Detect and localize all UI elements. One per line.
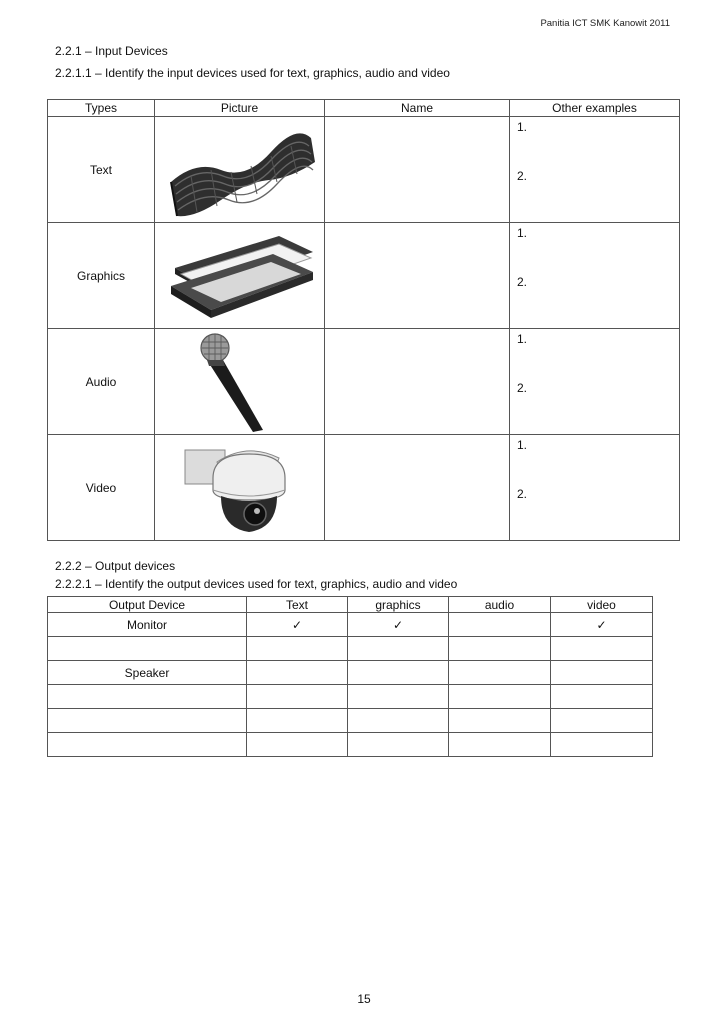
graphics-check-cell[interactable] [348,685,449,709]
audio-check-cell[interactable] [449,685,551,709]
text-check-cell[interactable] [247,637,348,661]
device-cell[interactable] [48,685,247,709]
keyboard-icon [161,120,319,220]
graphics-check-cell[interactable] [348,709,449,733]
table-row [48,637,653,661]
camera-icon [161,438,319,538]
name-cell[interactable] [325,223,510,329]
column-header-audio: audio [449,597,551,613]
other-examples-cell[interactable] [510,329,680,435]
video-check-cell[interactable] [551,637,653,661]
column-header-output-device: Output Device [48,597,247,613]
microphone-icon [161,332,319,432]
table-header-row [48,597,653,613]
column-header-text: Text [247,597,348,613]
picture-cell [155,435,325,541]
audio-check-cell[interactable] [449,613,551,637]
name-cell[interactable] [325,117,510,223]
device-cell[interactable]: Speaker [48,661,247,685]
device-cell[interactable] [48,637,247,661]
other-examples-cell[interactable] [510,435,680,541]
graphics-check-cell[interactable] [348,637,449,661]
name-cell[interactable] [325,435,510,541]
table-row [48,709,653,733]
table-row [48,661,653,685]
table-row [48,733,653,757]
text-check-cell[interactable] [247,685,348,709]
other-examples-cell[interactable] [510,223,680,329]
video-check-cell[interactable] [551,733,653,757]
example-1: 1. [517,226,528,240]
column-header-video: video [551,597,653,613]
device-cell[interactable] [48,733,247,757]
column-header-picture: Picture [155,100,325,117]
output-devices-subheading: 2.2.2.1 – Identify the output devices used for text, graphics, audio and video [55,577,458,591]
table-row [48,117,680,223]
type-text: Text [48,117,155,223]
graphics-check-cell[interactable]: ✓ [348,613,449,637]
column-header-other-examples: Other examples [510,100,680,117]
audio-check-cell[interactable] [449,637,551,661]
example-2: 2. [517,381,528,395]
example-2: 2. [517,275,528,289]
audio-check-cell[interactable] [449,709,551,733]
text-check-cell[interactable]: ✓ [247,613,348,637]
video-check-cell[interactable] [551,709,653,733]
table-row [48,223,680,329]
page-number: 15 [357,992,371,1006]
type-audio: Audio [48,329,155,435]
audio-check-cell[interactable] [449,733,551,757]
picture-cell [155,329,325,435]
column-header-graphics: graphics [348,597,449,613]
device-cell[interactable]: Monitor [48,613,247,637]
type-graphics: Graphics [48,223,155,329]
video-check-cell[interactable] [551,685,653,709]
table-row [48,329,680,435]
type-video: Video [48,435,155,541]
output-devices-heading: 2.2.2 – Output devices [55,559,176,573]
example-1: 1. [517,438,528,452]
column-header-name: Name [325,100,510,117]
text-check-cell[interactable] [247,709,348,733]
example-2: 2. [517,487,528,501]
table-row [48,435,680,541]
audio-check-cell[interactable] [449,661,551,685]
input-devices-table [47,99,680,541]
picture-cell [155,223,325,329]
name-cell[interactable] [325,329,510,435]
video-check-cell[interactable]: ✓ [551,613,653,637]
input-devices-subheading: 2.2.1.1 – Identify the input devices used for text, graphics, audio and video [55,66,450,80]
text-check-cell[interactable] [247,661,348,685]
example-1: 1. [517,332,528,346]
example-1: 1. [517,120,528,134]
table-header-row [48,100,680,117]
example-2: 2. [517,169,528,183]
output-devices-table [47,596,653,757]
input-devices-heading: 2.2.1 – Input Devices [55,44,168,58]
picture-cell [155,117,325,223]
video-check-cell[interactable] [551,661,653,685]
text-check-cell[interactable] [247,733,348,757]
column-header-types: Types [48,100,155,117]
scanner-icon [161,226,319,326]
other-examples-cell[interactable] [510,117,680,223]
device-cell[interactable] [48,709,247,733]
table-row [48,685,653,709]
page-header: Panitia ICT SMK Kanowit 2011 [540,18,670,29]
graphics-check-cell[interactable] [348,661,449,685]
graphics-check-cell[interactable] [348,733,449,757]
table-row [48,613,653,637]
